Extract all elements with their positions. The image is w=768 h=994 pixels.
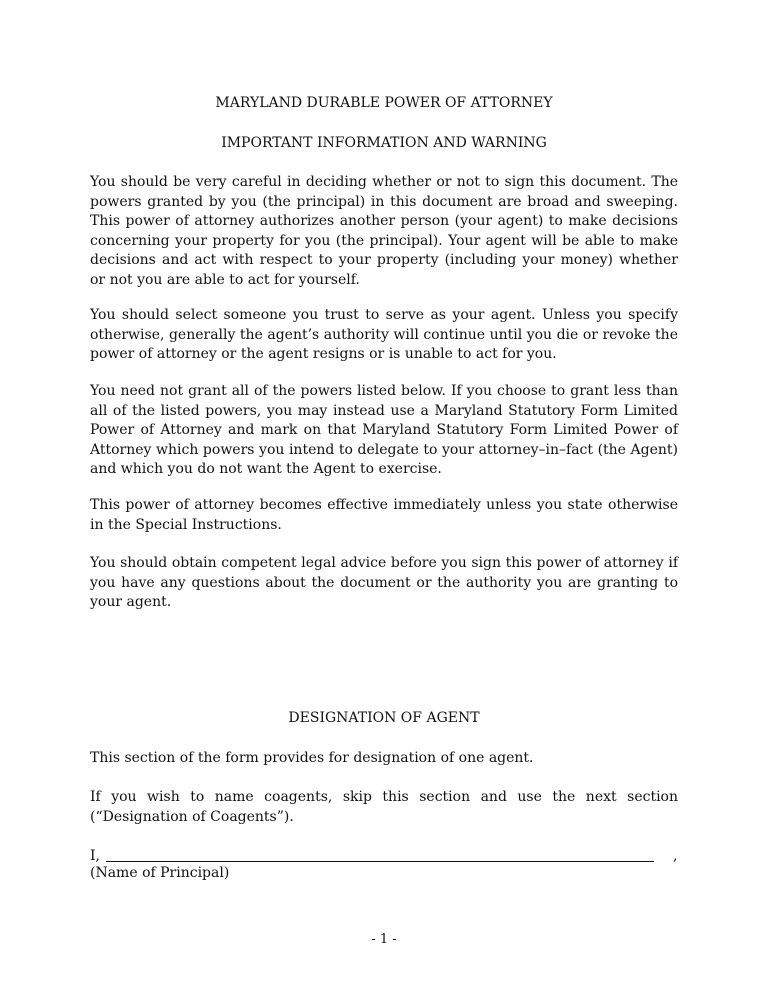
document-subtitle: IMPORTANT INFORMATION AND WARNING [221,135,547,151]
warning-paragraph-4: This power of attorney becomes effective immediately unless you state otherwise in the Special Instructions. [90,497,678,533]
document-title: MARYLAND DURABLE POWER OF ATTORNEY [215,95,553,111]
warning-paragraph-5: You should obtain competent legal advice before you sign this power of attorney if you have any questions about the document or the authority you are granting to your agent. [90,555,678,610]
warning-paragraph-1: You should be very careful in deciding whether or not to sign this document. The powers granted by you (the principal) in this document are broad and sweeping. This power of attorney authorizes another person (your agent) to make decisions concerning your property for you (the principal). Your agent will be able to make decisions and act with respect to your property (including your money) whether or not you are able to act for yourself. [90,174,678,288]
designation-heading: DESIGNATION OF AGENT [288,710,480,726]
page-number: - 1 - [371,932,397,947]
principal-name-caption: (Name of Principal) [90,865,230,881]
designation-paragraph-1: This section of the form provides for designation of one agent. [90,750,534,766]
principal-suffix: , [673,848,678,864]
warning-paragraph-3: You need not grant all of the powers listed below. If you choose to grant less than all of the listed powers, you may instead use a Maryland Statutory Form Limited Power of Attorney and mark on that Maryland Statutory Form Limited Power of Attorney which powers you intend to delegate to your attorney–in–fact (the Agent) and which you do not want the Agent to exercise. [90,383,678,477]
warning-paragraph-2: You should select someone you trust to serve as your agent. Unless you specify otherwise, generally the agent’s authority will continue until you die or revoke the power of attorney or the agent resigns or is unable to act for you. [90,307,678,362]
principal-prefix: I, [90,848,100,864]
principal-name-row [90,846,678,866]
designation-paragraph-2: If you wish to name coagents, skip this section and use the next section (“Designation of Coagents”). [90,789,678,825]
principal-name-field[interactable] [106,861,654,862]
